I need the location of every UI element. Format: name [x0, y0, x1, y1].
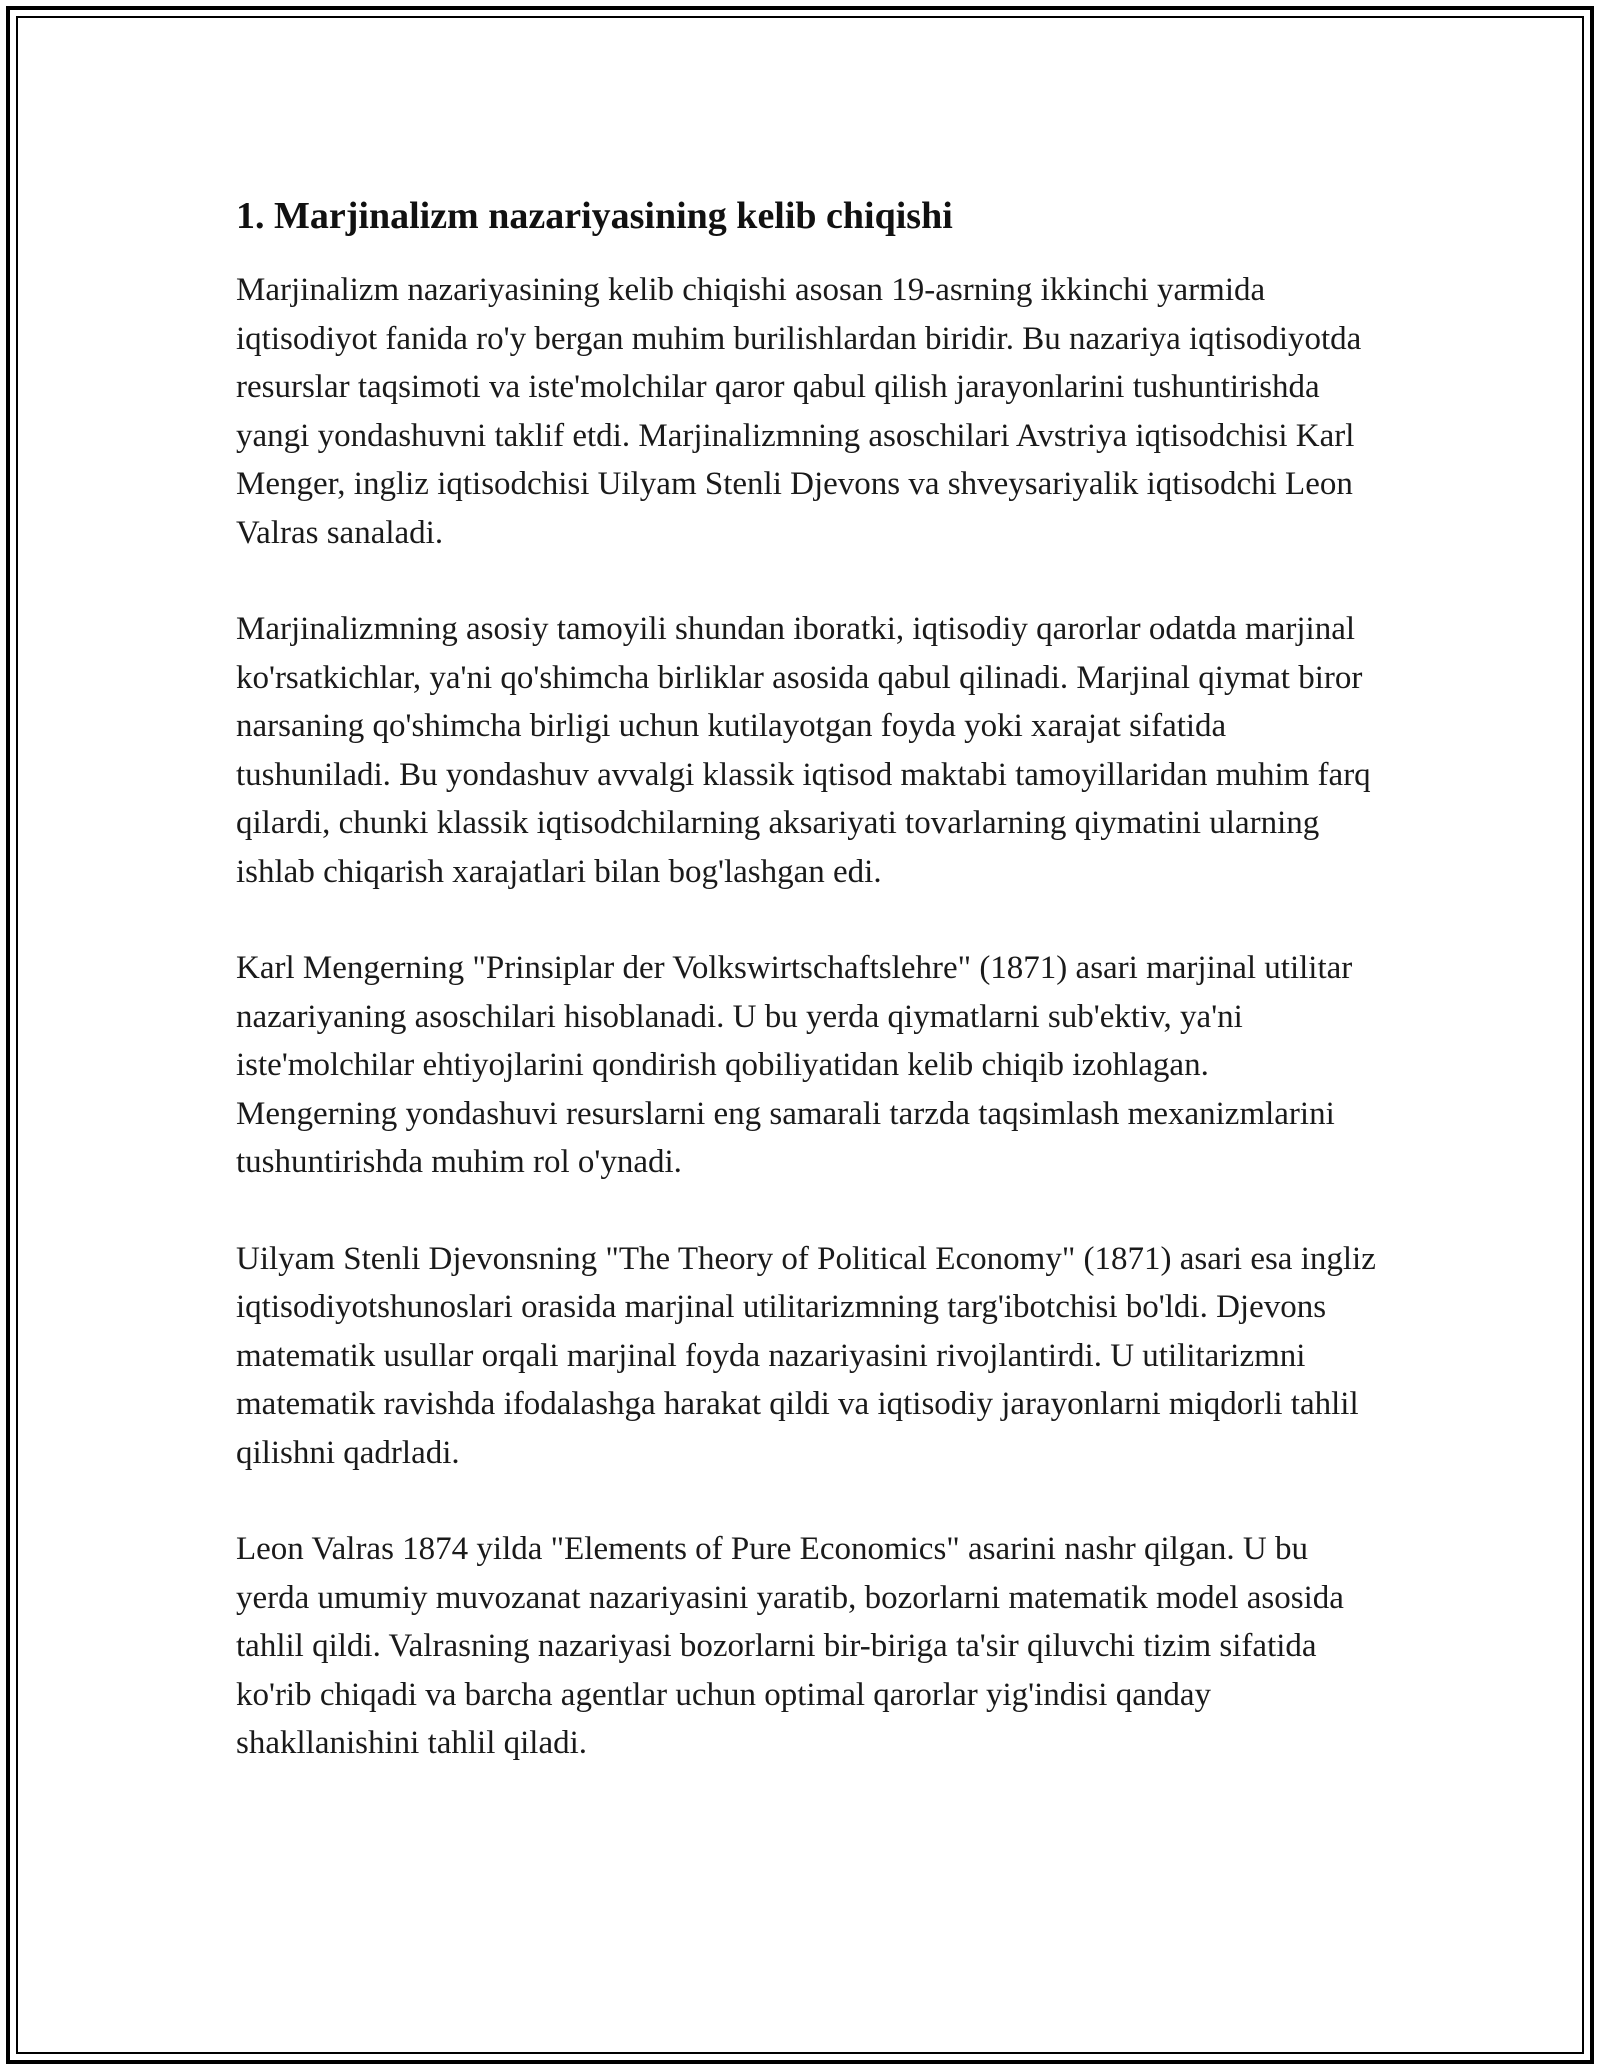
paragraph-3: Karl Mengerning "Prinsiplar der Volkswirtschaftslehre" (1871) asari marjinal utilitar nazariyaning asoschilari hisoblanadi. U bu yerda qiymatlarni sub'ektiv, ya'ni iste'molchilar ehtiyojlarini qondirish qobiliyatidan kelib chiqib izohlagan. Mengerning yondashuvi resurslarni eng samarali tarzda taqsimlash mexanizmlarini tushuntirishda muhim rol o'ynadi.	[236, 950, 1353, 1180]
paragraph-5: Leon Valras 1874 yilda "Elements of Pure Economics" asarini nashr qilgan. U bu yerda umumiy muvozanat nazariyasini yaratib, bozorlarni matematik model asosida tahlil qildi. Valrasning nazariyasi bozorlarni bir-biriga ta'sir qiluvchi tizim sifatida ko'rib chiqadi va barcha agentlar uchun optimal qarorlar yig'indisi qanday shakllanishini tahlil qiladi.	[236, 1531, 1344, 1761]
paragraph-4: Uilyam Stenli Djevonsning "The Theory of Political Economy" (1871) asari esa ingliz iqtisodiyotshunoslari orasida marjinal utilitarizmning targ'ibotchisi bo'ldi. Djevons matematik usullar orqali marjinal foyda nazariyasini rivojlantirdi. U utilitarizmni matematik ravishda ifodalashga harakat qildi va iqtisodiy jarayonlarni miqdorli tahlil qilishni qadrladi.	[236, 1240, 1376, 1471]
paragraph-2: Marjinalizmning asosiy tamoyili shundan iboratki, iqtisodiy qarorlar odatda marjinal ko'rsatkichlar, ya'ni qo'shimcha birliklar asosida qabul qilinadi. Marjinal qiymat biror narsaning qo'shimcha birligi uchun kutilayotgan foyda yoki xarajat sifatida tushuniladi. Bu yondashuv avvalgi klassik iqtisod maktabi tamoyillaridan muhim farq qilardi, chunki klassik iqtisodchilarning aksariyati tovarlarning qiymatini ularning ishlab chiqarish xarajatlari bilan bog'lashgan edi.	[236, 611, 1371, 890]
paragraph-1: Marjinalizm nazariyasining kelib chiqishi asosan 19-asrning ikkinchi yarmida iqtisodiyot fanida ro'y bergan muhim burilishlardan biridir. Bu nazariya iqtisodiyotda resurslar taqsimoti va iste'molchilar qaror qabul qilish jarayonlarini tushuntirishda yangi yondashuvni taklif etdi. Marjinalizmning asoschilari Avstriya iqtisodchisi Karl Menger, ingliz iqtisodchisi Uilyam Stenli Djevons va shveysariyalik iqtisodchi Leon Valras sanaladi.	[236, 272, 1362, 551]
document-body	[236, 192, 1376, 1816]
section-heading: 1. Marjinalizm nazariyasining kelib chiqishi	[236, 195, 953, 237]
